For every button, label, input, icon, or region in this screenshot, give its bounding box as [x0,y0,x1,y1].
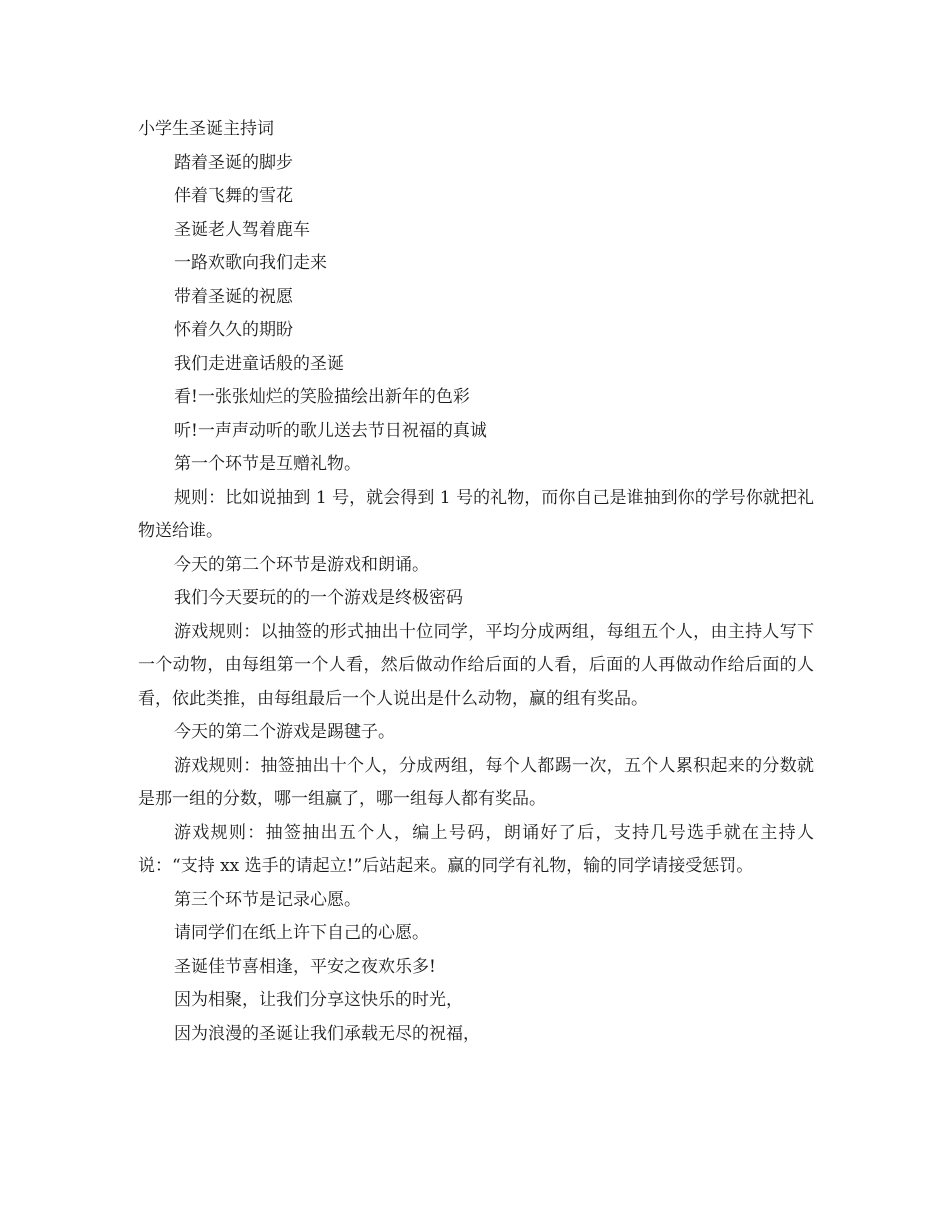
paragraph: 怀着久久的期盼 [174,320,293,340]
paragraph: 带着圣诞的祝愿 [174,286,293,307]
paragraph: 请同学们在纸上许下自己的心愿。 [174,923,429,943]
paragraph: 今天的第二个环节是游戏和朗诵。 [174,554,429,575]
paragraph: 一路欢歌向我们走来 [174,253,327,273]
paragraph: 圣诞佳节喜相逢，平安之夜欢乐多! [174,956,436,977]
paragraph: 游戏规则：抽签抽出五个人，编上号码，朗诵好了后，支持几号选手就在主持人说：“支持 xx 选手的请起立!”后站起来。赢的同学有礼物，输的同学请接受惩罚。 [138,822,814,876]
paragraph: 第一个环节是互赠礼物。 [174,454,361,474]
paragraph: 规则：比如说抽到 1 号，就会得到 1 号的礼物，而你自己是谁抽到你的学号你就把礼物送给谁。 [138,487,814,541]
paragraph: 听!一声声动听的歌儿送去节日祝福的真诚 [174,420,487,441]
paragraph: 我们走进童话般的圣诞 [174,353,344,374]
paragraph: 游戏规则：以抽签的形式抽出十位同学，平均分成两组，每组五个人，由主持人写下一个动物，由每组第一个人看，然后做动作给后面的人看，后面的人再做动作给后面的人看，依此类推，由每组最后一个人说出是什么动物，赢的组有奖品。 [138,621,814,709]
paragraph: 我们今天要玩的的一个游戏是终极密码 [174,588,463,608]
paragraph: 第三个环节是记录心愿。 [174,889,361,910]
paragraph: 看!一张张灿烂的笑脸描绘出新年的色彩 [174,387,470,407]
paragraph: 游戏规则：抽签抽出十个人，分成两组，每个人都踢一次，五个人累积起来的分数就是那一组的分数，哪一组赢了，哪一组每人都有奖品。 [138,755,814,809]
document-title: 小学生圣诞主持词 [138,119,274,139]
paragraph: 因为相聚，让我们分享这快乐的时光， [174,990,463,1010]
paragraph: 伴着飞舞的雪花 [174,186,293,206]
paragraph: 今天的第二个游戏是踢毽子。 [174,722,395,742]
paragraph: 圣诞老人驾着鹿车 [174,219,310,240]
document-body [138,113,814,1051]
paragraph: 踏着圣诞的脚步 [174,152,293,173]
paragraph: 因为浪漫的圣诞让我们承载无尽的祝福， [174,1023,480,1044]
